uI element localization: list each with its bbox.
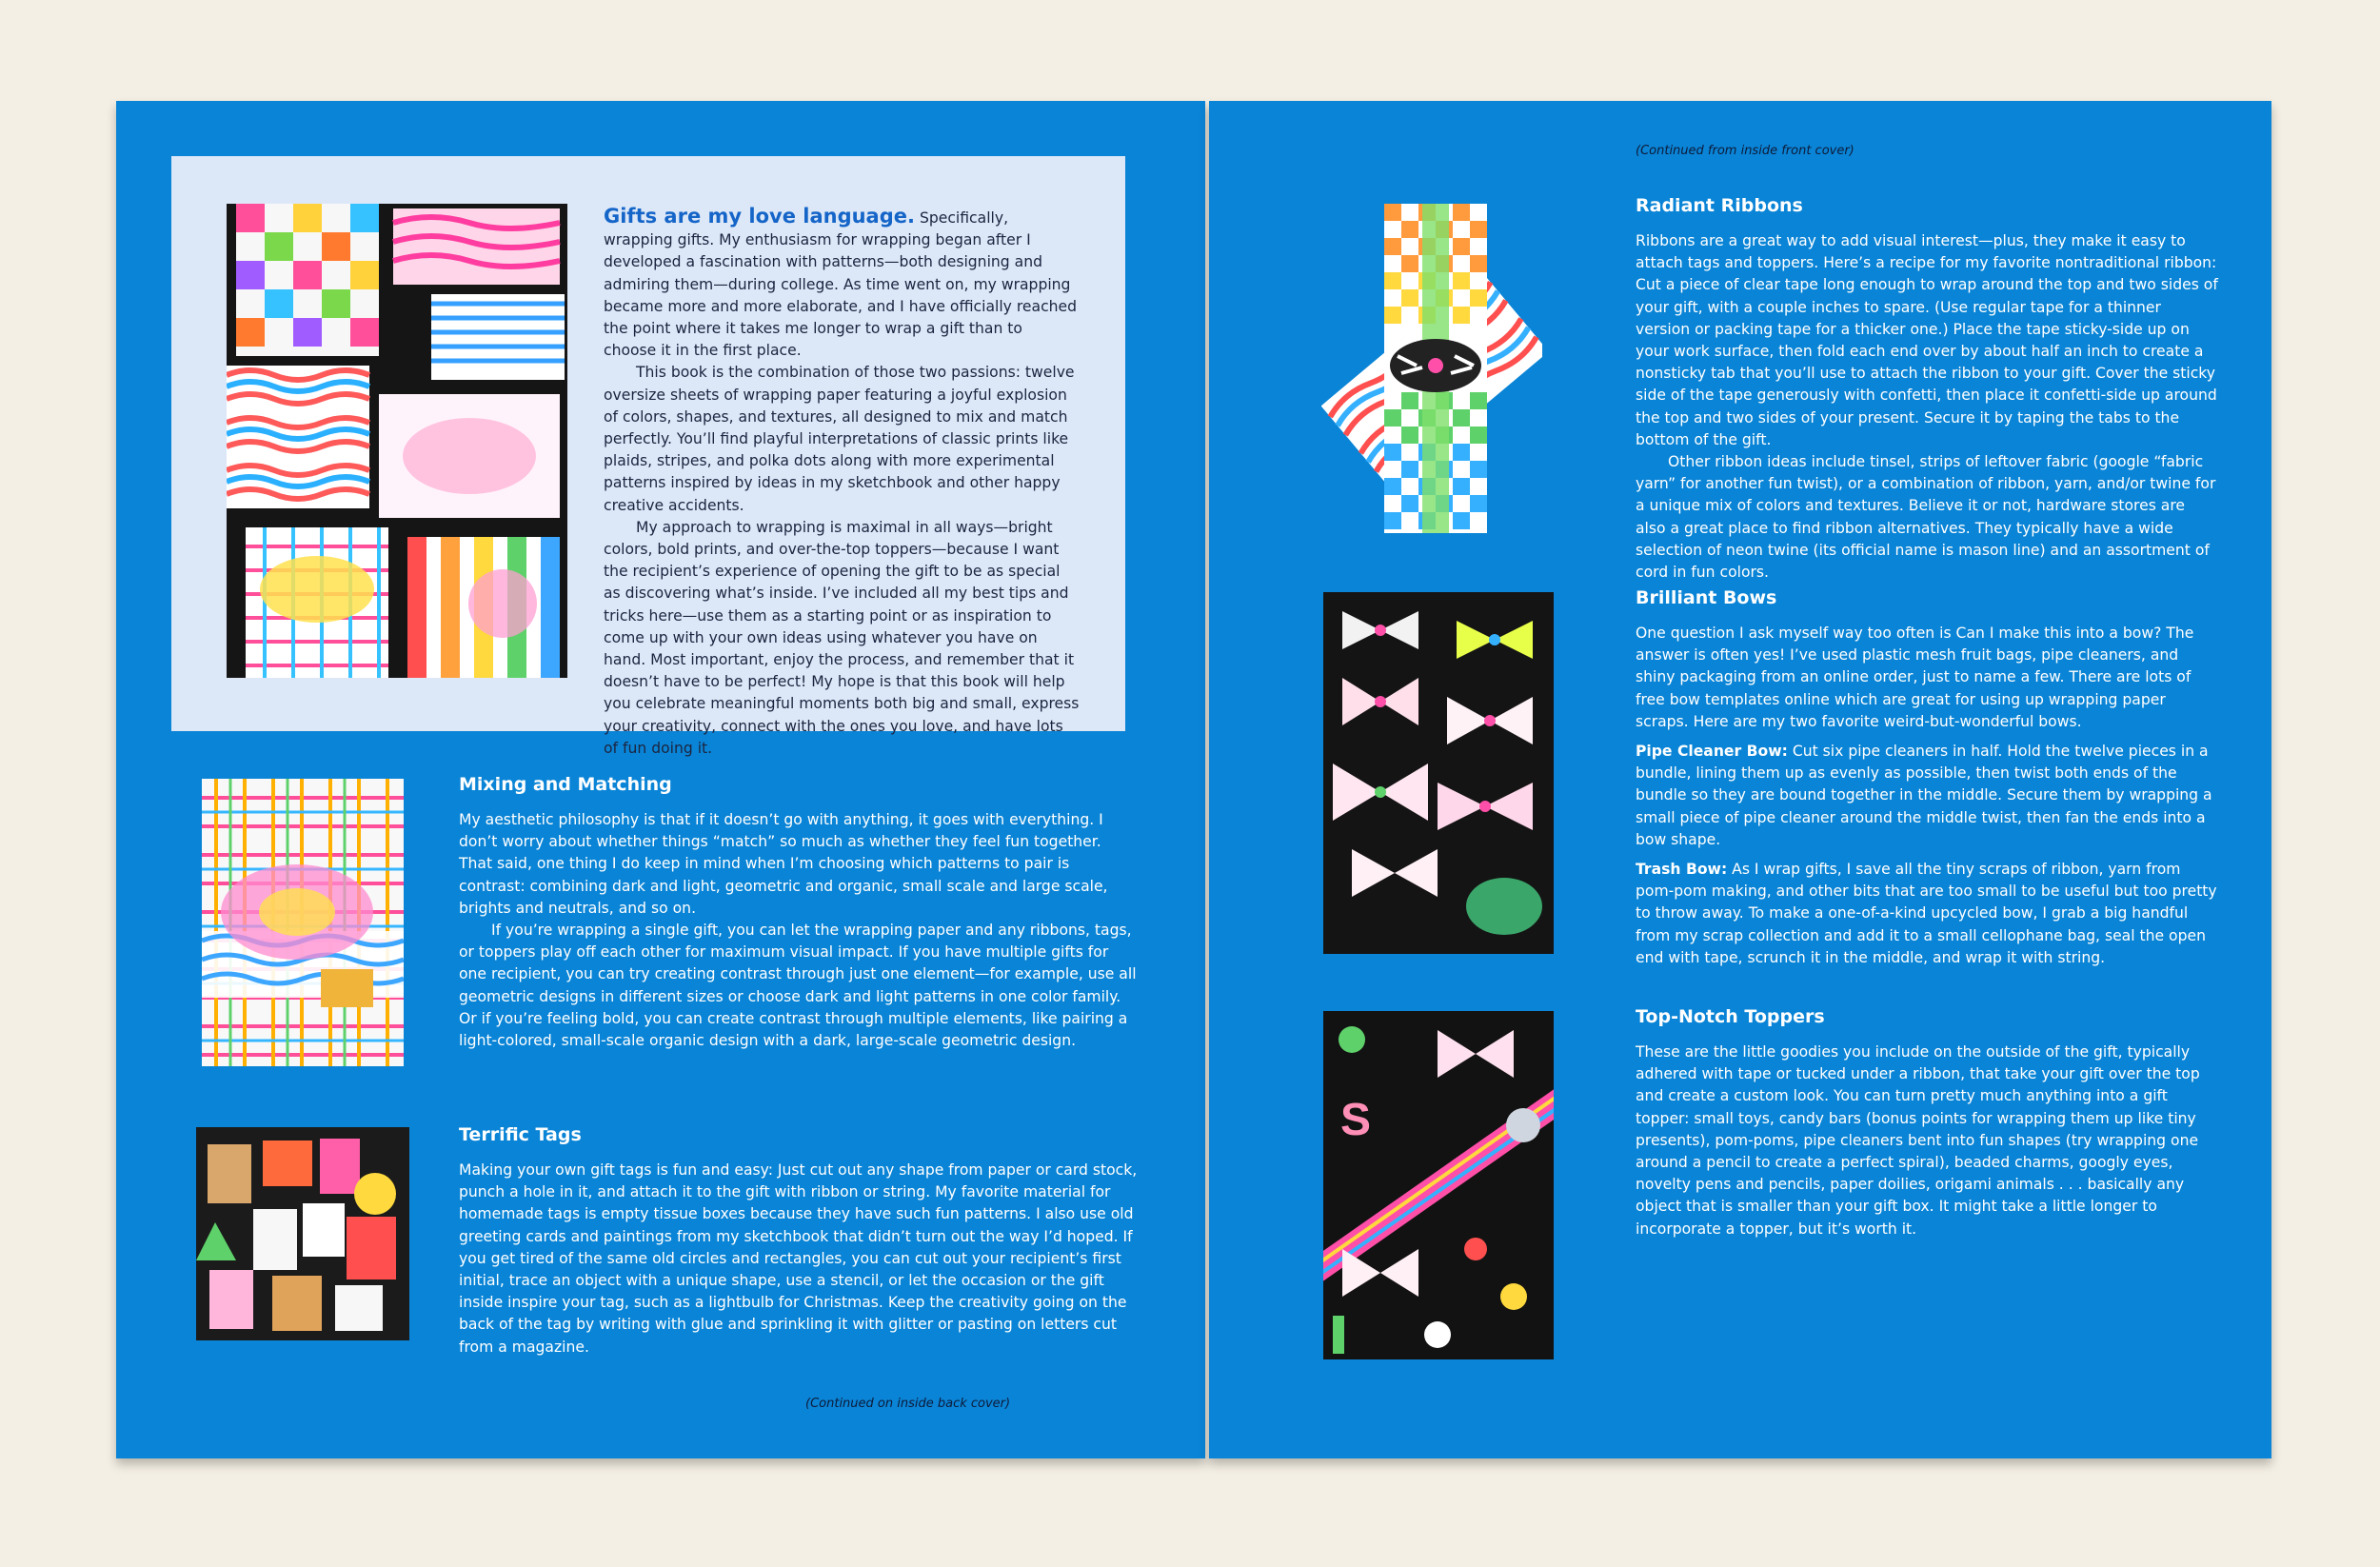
plaid-gift-photo bbox=[202, 779, 404, 1066]
pipe-cleaner-text: Cut six pipe cleaners in half. Hold the twelve pieces in a bundle, lining them up as evenly as possible, then twist both ends of the bundle so they are bound together in the middle. Secure them by wrapping a small piece of pipe cleaner around the middle twist, then fan the ends into a bow shape. bbox=[1636, 743, 2212, 848]
gift-tags-photo bbox=[196, 1127, 409, 1340]
bows-text bbox=[1636, 623, 2218, 969]
trash-bow-label: Trash Bow: bbox=[1636, 861, 1728, 879]
toppers-photo bbox=[1323, 1011, 1554, 1359]
wrapped-gifts-photo bbox=[227, 204, 567, 678]
tags-text bbox=[459, 1160, 1139, 1359]
mixing-heading: Mixing and Matching bbox=[459, 774, 672, 795]
right-page bbox=[1209, 101, 2271, 1458]
trash-bow-text: As I wrap gifts, I save all the tiny scraps of ribbon, yarn from pom-pom making, and other bits that are too small to be useful but too pretty to throw away. To make a one-of-a-kind upcycled bow, I grab a big handful from my scrap collection and add it to a small cellophane bag, seal the open end with tape, scrunch it in the middle, and wrap it with string. bbox=[1636, 861, 2217, 966]
ribbons-paragraph-1: Ribbons are a great way to add visual interest—plus, they make it easy to attach tags and toppers. Here’s a recipe for my favorite nontraditional ribbon: Cut a piece of clear tape long enough to wrap around the top and two sides of your gift, with a couple inches to spare. (Use regular tape for a thinner version or packing tape for a thicker one.) Place the tape sticky-side up on your work surface, then fold each end over by about half an inch to create a nonsticky tab that you’ll use to attach the ribbon to your gift. Cover the sticky side of the tape generously with confetti, then place it confetti-side up around the top and two sides of your present. Secure it by taping the tabs to the bottom of the gift. bbox=[1636, 232, 2218, 448]
left-page bbox=[116, 101, 1205, 1458]
intro-paragraph-1: Specifically, wrapping gifts. My enthusiasm for wrapping began after I developed a fascination with patterns—both designing and admiring them—during college. As time went on, my wrapping became more and more elaborate, and I have officially reached the point where it takes me longer to wrap a gift than to choose it in the first place. bbox=[604, 209, 1078, 360]
bows-photo bbox=[1323, 592, 1554, 954]
ribbon-gift-photo bbox=[1321, 204, 1542, 533]
intro-paragraph-2: This book is the combination of those two passions: twelve oversize sheets of wrapping paper featuring a joyful explosion of colors, shapes, and textures, all designed to mix and match perfectly. You’ll find playful interpretations of classic prints like plaids, stripes, and polka dots along with more experimental patterns inspired by ideas in my sketchbook and other happy creative accidents. bbox=[604, 364, 1075, 514]
toppers-paragraph-1: These are the little goodies you include on the outside of the gift, typically adhered with tape or tucked under a ribbon, that take your gift over the top and create a custom look. You can turn pretty much anything into a gift topper: small toys, candy bars (bonus points for wrapping them up like tiny presents), pom-poms, pipe cleaners bent into fun shapes (try wrapping one around a pencil to create a perfect spiral), beaded charms, googly eyes, novelty pens and pencils, paper doilies, origami animals . . . basically any object that is smaller than your gift box. It might take a little longer to incorporate a topper, but it’s worth it. bbox=[1636, 1043, 2200, 1238]
mixing-paragraph-1: My aesthetic philosophy is that if it doesn’t go with anything, it goes with everything. I don’t worry about whether things “match” so much as whether they feel fun together. That said, one thing I do keep in mind when I’m choosing which patterns to pair is contrast: combining dark and light, geometric and organic, small scale and large scale, brights and neutrals, and so on. bbox=[459, 811, 1108, 917]
intro-lead: Gifts are my love language. bbox=[604, 205, 915, 228]
mixing-text bbox=[459, 809, 1139, 1052]
tags-paragraph-1: Making your own gift tags is fun and easy: Just cut out any shape from paper or card stock, punch a hole in it, and attach it to the gift with ribbon or string. My favorite material for homemade tags is empty tissue boxes because they have such fun patterns. I also use old greeting cards and paintings from my sketchbook that didn’t turn out the way I’d hoped. If you get tired of the same old circles and rectangles, you can cut out your recipient’s first initial, trace an object with a unique shape, use a stencil, or let the occasion or the gift inside inspire your tag, such as a lightbulb for Christmas. Keep the creativity going on the back of the tag by writing with glue and sprinkling it with glitter or pasting on letters cut from a magazine. bbox=[459, 1161, 1138, 1356]
ribbons-text bbox=[1636, 230, 2218, 584]
toppers-heading: Top-Notch Toppers bbox=[1636, 1006, 1825, 1027]
continued-on-note: (Continued on inside back cover) bbox=[805, 1397, 1011, 1411]
bows-paragraph-1: One question I ask myself way too often is Can I make this into a bow? The answer is often yes! I’ve used plastic mesh fruit bags, pipe cleaners, and shiny packaging from an online order, just to name a few. There are lots of free bow templates online which are great for using up wrapping paper scraps. Here are my two favorite weird-but-wonderful bows. bbox=[1636, 625, 2194, 730]
continued-from-note: (Continued from inside front cover) bbox=[1636, 144, 1854, 158]
toppers-text bbox=[1636, 1041, 2218, 1240]
pipe-cleaner-label: Pipe Cleaner Bow: bbox=[1636, 743, 1788, 761]
mixing-paragraph-2: If you’re wrapping a single gift, you can let the wrapping paper and any ribbons, tags, or toppers play off each other for maximum visual impact. If you have multiple gifts for one recipient, you can try creating contrast through just one element—for example, use all geometric designs in different sizes or choose dark and light patterns in one color family. Or if you’re feeling bold, you can create contrast through multiple elements, like pairing a light-colored, small-scale organic design with a dark, large-scale geometric design. bbox=[459, 922, 1137, 1050]
intro-text bbox=[604, 206, 1080, 760]
ribbons-heading: Radiant Ribbons bbox=[1636, 195, 1803, 216]
intro-paragraph-3: My approach to wrapping is maximal in all ways—bright colors, bold prints, and over-the-top toppers—because I want the recipient’s experience of opening the gift to be as special as discovering what’s inside. I’ve included all my best tips and tricks here—use them as a starting point or as inspiration to come up with your own ideas using whatever you have on hand. Most important, enjoy the process, and remember that it doesn’t have to be perfect! My hope is that this book will help you celebrate meaningful moments both big and small, express your creativity, connect with the ones you love, and have lots of fun doing it. bbox=[604, 518, 1080, 757]
bows-heading: Brilliant Bows bbox=[1636, 587, 1777, 608]
ribbons-paragraph-2: Other ribbon ideas include tinsel, strips of leftover fabric (google “fabric yarn” for another fun twist), or a combination of ribbon, yarn, and/or twine for a unique mix of colors and textures. Believe it or not, hardware stores are also a great place to find ribbon alternatives. They typically have a wide selection of neon twine (its official name is mason line) and an assortment of cord in fun colors. bbox=[1636, 453, 2216, 582]
svg-text:S: S bbox=[1340, 1095, 1372, 1145]
intro-box bbox=[171, 156, 1125, 757]
tags-heading: Terrific Tags bbox=[459, 1124, 582, 1145]
